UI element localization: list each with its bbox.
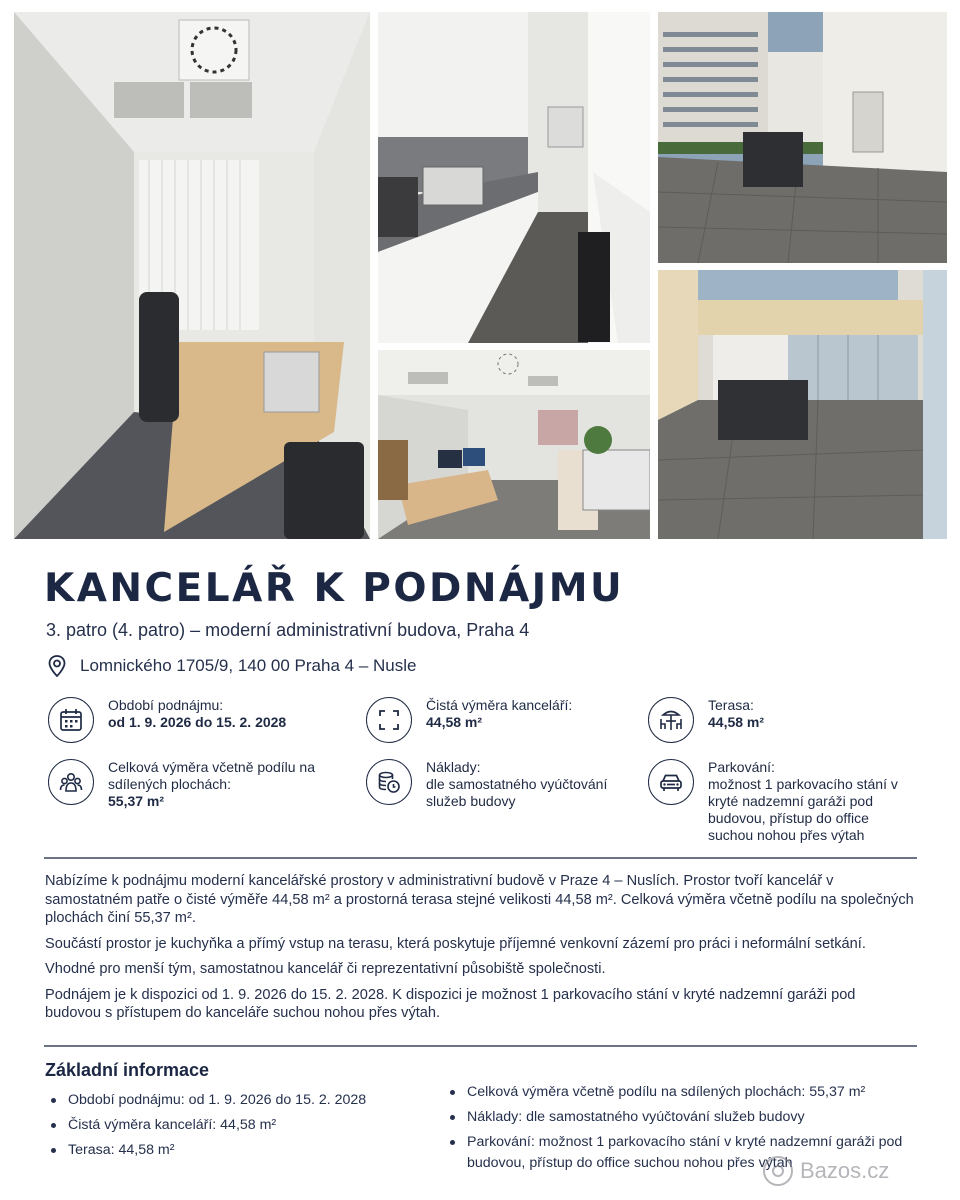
spec-period (48, 697, 286, 743)
divider (44, 1045, 917, 1047)
description-paragraph: Podnájem je k dispozici od 1. 9. 2026 do 15. 2. 2028. K dispozici je možnost 1 parkovacího stání v kryté nadzemní garáži pod budovou s přístupem do kanceláře suchou nohou přes výtah. (45, 986, 856, 1021)
spec-costs (366, 759, 626, 810)
spec-label: Celková výměra včetně podílu na sdílených plochách: (108, 759, 315, 792)
spec-label: Náklady: (426, 759, 481, 775)
spec-label: Parkování: (708, 759, 775, 775)
spec-value: 55,37 m² (108, 793, 165, 809)
photo-terrace-2 (658, 270, 947, 539)
description-paragraph: Nabízíme k podnájmu moderní kancelářské prostory v administrativní budově v Praze 4 – Nuslích. Prostor tvoří kancelář v samostatném patře o čisté výměře 44,58 m² a prostorná terasa stejné velikosti 44,58 m². Celková výměra včetně podílu na společných plochách činí 55,37 m². (45, 873, 914, 926)
watermark (760, 1153, 889, 1189)
spec-value: 44,58 m² (426, 714, 483, 730)
people-icon (48, 759, 94, 805)
address (46, 654, 416, 678)
coins-icon (366, 759, 412, 805)
spec-terrace (648, 697, 764, 743)
basic-info-list-left (46, 1090, 426, 1165)
floor-plan-icon (366, 697, 412, 743)
patio-table-icon (648, 697, 694, 743)
list-item: Náklady: dle samostatného vyúčtování služeb budovy (445, 1107, 915, 1128)
address-text: Lomnického 1705/9, 140 00 Praha 4 – Nusle (80, 656, 417, 675)
spec-value: 44,58 m² (708, 714, 765, 730)
watermark-text: Bazos.cz (800, 1158, 890, 1183)
car-icon (648, 759, 694, 805)
spec-parking (648, 759, 908, 844)
bazos-logo-icon (760, 1153, 796, 1189)
photo-terrace-1 (658, 12, 947, 263)
spec-value: od 1. 9. 2026 do 15. 2. 2028 (108, 714, 287, 730)
divider (44, 857, 917, 859)
location-pin-icon (46, 654, 68, 678)
description-paragraph: Vhodné pro menší tým, samostatnou kancelář či reprezentativní působiště společnosti. (45, 961, 606, 977)
spec-label: Období podnájmu: (108, 697, 224, 713)
basic-info-heading: Základní informace (45, 1060, 210, 1080)
spec-total-area (48, 759, 338, 810)
list-item: Celková výměra včetně podílu na sdílených plochách: 55,37 m² (445, 1082, 915, 1103)
page-title: KANCELÁŘ K PODNÁJMU (44, 566, 625, 611)
list-item: Období podnájmu: od 1. 9. 2026 do 15. 2. 2028 (46, 1090, 426, 1111)
description (45, 872, 915, 1030)
photo-kitchen (378, 12, 650, 343)
list-item: Čistá výměra kanceláří: 44,58 m² (46, 1115, 426, 1136)
photo-open-office (378, 350, 650, 539)
page-subtitle: 3. patro (4. patro) – moderní administrativní budova, Praha 4 (46, 620, 530, 640)
spec-label: Terasa: (708, 697, 754, 713)
photo-office-room (14, 12, 370, 539)
spec-office-area (366, 697, 572, 743)
spec-value: dle samostatného vyúčtování služeb budovy (426, 776, 608, 809)
calendar-icon (48, 697, 94, 743)
list-item: Parkování: možnost 1 parkovacího stání v kryté nadzemní garáži pod budovou, přístup do office suchou nohou přes výtah (445, 1132, 915, 1174)
list-item: Terasa: 44,58 m² (46, 1140, 426, 1161)
spec-label: Čistá výměra kanceláří: (426, 697, 573, 713)
spec-value: možnost 1 parkovacího stání v kryté nadzemní garáži pod budovou, přístup do office suchou nohou přes výtah (708, 776, 898, 843)
description-paragraph: Součástí prostor je kuchyňka a přímý vstup na terasu, která poskytuje příjemné venkovní zázemí pro práci i neformální setkání. (45, 935, 866, 952)
